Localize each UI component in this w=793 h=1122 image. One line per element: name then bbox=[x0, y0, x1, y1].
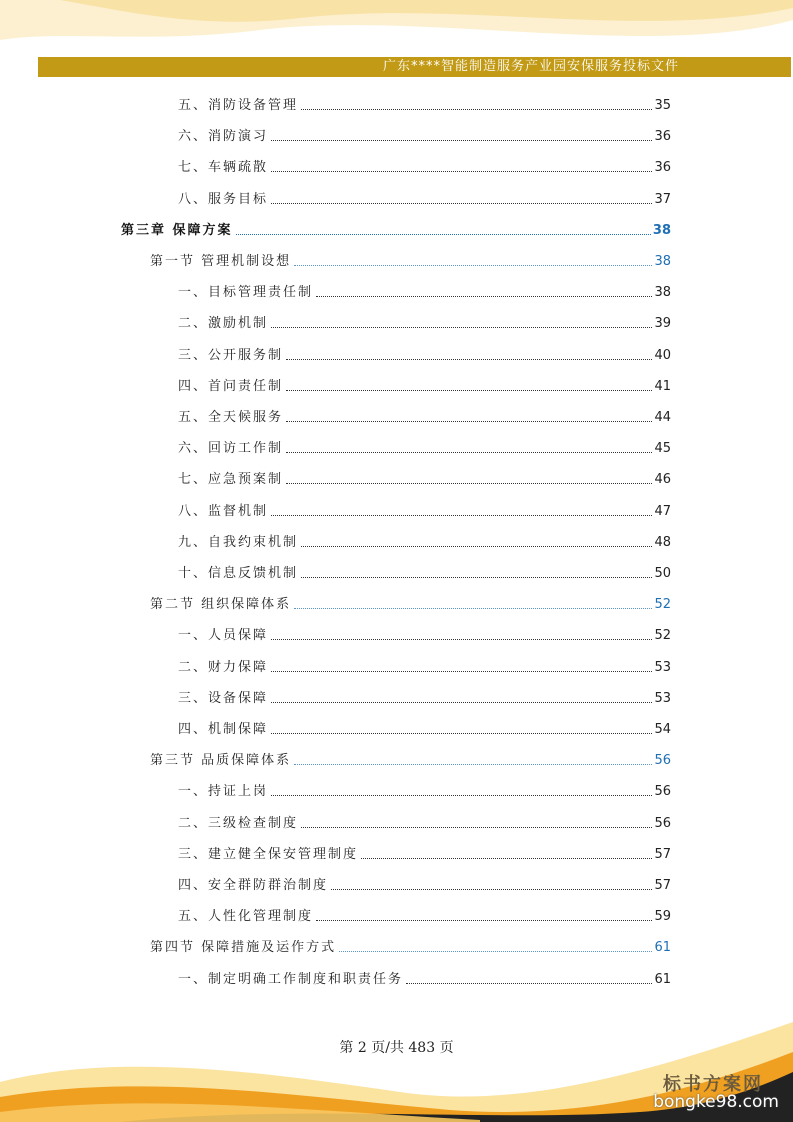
toc-leader-dots bbox=[294, 751, 652, 765]
toc-entry-label: 第二节 组织保障体系 bbox=[150, 597, 292, 613]
toc-entry-page: 57 bbox=[654, 846, 671, 862]
header-bar bbox=[38, 57, 791, 77]
toc-leader-dots bbox=[286, 408, 652, 422]
toc-leader-dots bbox=[301, 564, 652, 578]
toc-leader-dots bbox=[361, 845, 652, 859]
toc-entry-page: 56 bbox=[654, 784, 671, 800]
toc-entry-label: 六、回访工作制 bbox=[178, 441, 284, 457]
toc-entry-page: 38 bbox=[654, 254, 671, 269]
toc-entry[interactable] bbox=[178, 626, 671, 646]
toc-entry-label: 第三节 品质保障体系 bbox=[150, 753, 292, 769]
toc-entry-label: 三、设备保障 bbox=[178, 690, 269, 706]
toc-entry-label: 七、车辆疏散 bbox=[178, 160, 269, 176]
toc-entry-label: 五、消防设备管理 bbox=[178, 98, 299, 113]
toc-leader-dots bbox=[271, 158, 652, 172]
watermark-url: bongke98.com bbox=[653, 1092, 779, 1112]
toc-entry-label: 七、应急预案制 bbox=[178, 472, 284, 488]
toc-entry-page: 37 bbox=[654, 191, 671, 207]
toc-entry-page: 53 bbox=[654, 690, 671, 706]
toc-entry-page: 52 bbox=[654, 628, 671, 644]
toc-leader-dots bbox=[286, 377, 652, 391]
toc-entry[interactable] bbox=[150, 252, 671, 272]
toc-entry[interactable] bbox=[178, 127, 671, 147]
toc-entry-label: 四、安全群防群治制度 bbox=[178, 878, 329, 893]
toc-entry-page: 46 bbox=[654, 472, 671, 488]
toc-entry-label: 一、制定明确工作制度和职责任务 bbox=[178, 971, 404, 987]
toc-entry[interactable] bbox=[178, 377, 671, 397]
toc-entry[interactable] bbox=[178, 283, 671, 303]
toc-entry[interactable] bbox=[178, 439, 671, 459]
watermark-chinese: 标书方案网 bbox=[663, 1074, 763, 1095]
toc-entry[interactable] bbox=[150, 938, 671, 958]
toc-entry-label: 二、财力保障 bbox=[178, 659, 269, 675]
toc-entry-page: 35 bbox=[654, 98, 671, 113]
toc-entry[interactable] bbox=[178, 720, 671, 740]
toc-entry-page: 56 bbox=[654, 815, 671, 831]
toc-leader-dots bbox=[316, 283, 652, 297]
toc-entry-page: 56 bbox=[654, 753, 671, 769]
toc-leader-dots bbox=[271, 190, 652, 204]
toc-entry[interactable] bbox=[150, 751, 671, 771]
toc-entry-label: 二、激励机制 bbox=[178, 316, 269, 332]
toc-entry-label: 二、三级检查制度 bbox=[178, 815, 299, 831]
toc-leader-dots bbox=[271, 626, 652, 640]
toc-entry-page: 44 bbox=[654, 410, 671, 425]
toc-entry-page: 38 bbox=[654, 285, 671, 301]
toc-leader-dots bbox=[301, 814, 652, 828]
toc-entry[interactable] bbox=[178, 346, 671, 366]
toc-entry[interactable] bbox=[178, 314, 671, 334]
toc-leader-dots bbox=[271, 720, 652, 734]
toc-entry-label: 三、公开服务制 bbox=[178, 347, 284, 363]
toc-entry-page: 54 bbox=[654, 722, 671, 737]
toc-leader-dots bbox=[316, 907, 652, 921]
toc-entry-page: 38 bbox=[652, 222, 671, 238]
toc-entry[interactable] bbox=[178, 408, 671, 428]
toc-entry-page: 61 bbox=[654, 940, 671, 956]
toc-entry[interactable] bbox=[121, 221, 671, 241]
toc-entry[interactable] bbox=[178, 876, 671, 896]
toc-entry-label: 五、全天候服务 bbox=[178, 410, 284, 425]
toc-entry[interactable] bbox=[178, 782, 671, 802]
toc-entry[interactable] bbox=[178, 533, 671, 553]
toc-entry[interactable] bbox=[178, 96, 671, 116]
toc-leader-dots bbox=[271, 502, 652, 516]
top-wave-decoration bbox=[0, 0, 793, 60]
toc-entry[interactable] bbox=[178, 845, 671, 865]
toc-leader-dots bbox=[301, 96, 652, 110]
toc-entry-label: 第三章 保障方案 bbox=[121, 222, 233, 238]
toc-leader-dots bbox=[286, 346, 652, 360]
toc-entry-page: 48 bbox=[654, 534, 671, 550]
toc-entry[interactable] bbox=[150, 595, 671, 615]
toc-entry-page: 40 bbox=[654, 347, 671, 363]
toc-leader-dots bbox=[271, 658, 652, 672]
toc-entry-page: 36 bbox=[654, 129, 671, 145]
toc-entry-page: 61 bbox=[654, 971, 671, 987]
toc-leader-dots bbox=[294, 595, 652, 609]
toc-entry-page: 41 bbox=[654, 378, 671, 394]
toc-entry-label: 第一节 管理机制设想 bbox=[150, 254, 292, 269]
toc-entry-page: 52 bbox=[654, 597, 671, 613]
toc-entry-label: 六、消防演习 bbox=[178, 129, 269, 145]
toc-entry-label: 第四节 保障措施及运作方式 bbox=[150, 940, 337, 956]
toc-entry-label: 一、目标管理责任制 bbox=[178, 285, 314, 301]
toc-entry[interactable] bbox=[178, 502, 671, 522]
toc-entry[interactable] bbox=[178, 907, 671, 927]
toc-entry[interactable] bbox=[178, 658, 671, 678]
toc-entry-page: 50 bbox=[654, 566, 671, 581]
toc-entry-label: 十、信息反馈机制 bbox=[178, 566, 299, 581]
toc-leader-dots bbox=[286, 470, 652, 484]
toc-leader-dots bbox=[271, 127, 652, 141]
toc-entry[interactable] bbox=[178, 970, 671, 990]
toc-leader-dots bbox=[294, 252, 652, 266]
toc-leader-dots bbox=[271, 689, 652, 703]
toc-entry-page: 36 bbox=[654, 160, 671, 176]
toc-entry-label: 八、服务目标 bbox=[178, 191, 269, 207]
toc-entry-page: 39 bbox=[654, 316, 671, 332]
toc-entry-label: 五、人性化管理制度 bbox=[178, 909, 314, 925]
toc-entry[interactable] bbox=[178, 814, 671, 834]
toc-entry-label: 三、建立健全保安管理制度 bbox=[178, 846, 359, 862]
toc-entry-page: 59 bbox=[654, 909, 671, 925]
toc-entry-label: 四、首问责任制 bbox=[178, 378, 284, 394]
toc-entry-page: 47 bbox=[654, 503, 671, 519]
toc-entry[interactable] bbox=[178, 158, 671, 178]
page-number: 第 2 页/共 483 页 bbox=[339, 1040, 454, 1056]
document-title: 广东****智能制造服务产业园安保服务投标文件 bbox=[382, 59, 679, 74]
toc-entry-label: 九、自我约束机制 bbox=[178, 534, 299, 550]
toc-leader-dots bbox=[339, 938, 652, 952]
toc-entry-page: 53 bbox=[654, 659, 671, 675]
toc-entry[interactable] bbox=[178, 190, 671, 210]
toc-leader-dots bbox=[271, 314, 652, 328]
toc-entry-page: 57 bbox=[654, 878, 671, 893]
toc-leader-dots bbox=[406, 970, 652, 984]
toc-entry-label: 四、机制保障 bbox=[178, 722, 269, 737]
toc-entry-label: 一、持证上岗 bbox=[178, 784, 269, 800]
toc-leader-dots bbox=[236, 221, 651, 235]
toc-entry[interactable] bbox=[178, 689, 671, 709]
toc-entry-page: 45 bbox=[654, 441, 671, 457]
toc-leader-dots bbox=[271, 782, 652, 796]
toc-entry-label: 一、人员保障 bbox=[178, 628, 269, 644]
toc-entry[interactable] bbox=[178, 470, 671, 490]
toc-leader-dots bbox=[301, 533, 652, 547]
toc-entry[interactable] bbox=[178, 564, 671, 584]
toc-entry-label: 八、监督机制 bbox=[178, 503, 269, 519]
toc-leader-dots bbox=[286, 439, 652, 453]
toc-leader-dots bbox=[331, 876, 652, 890]
